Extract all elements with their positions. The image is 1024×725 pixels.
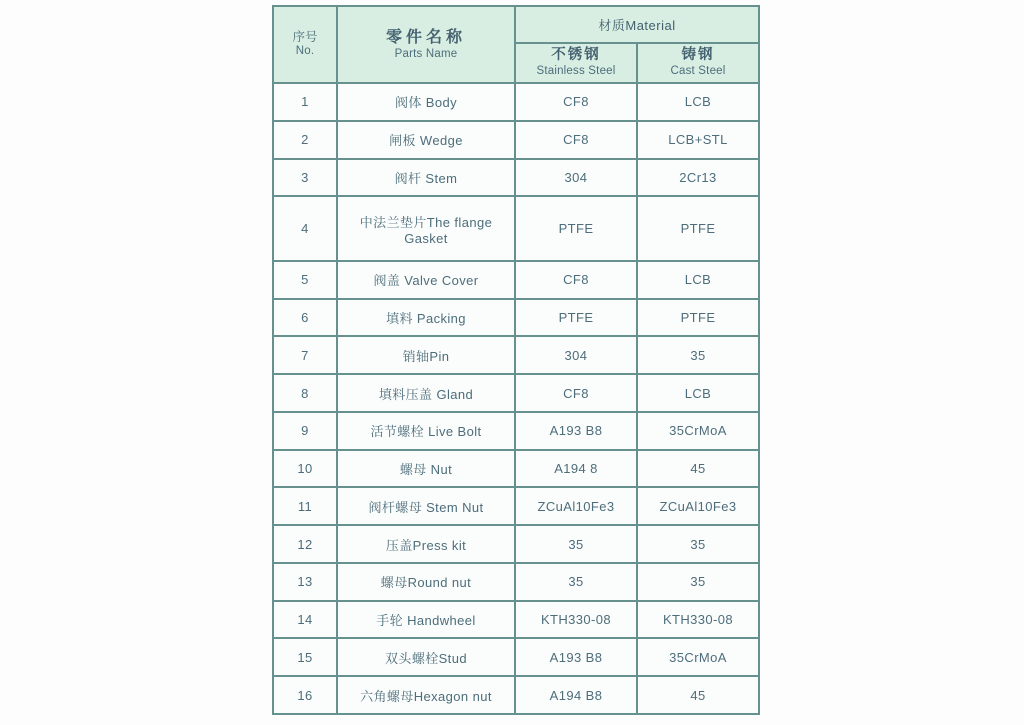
row-no-cell: 6: [273, 299, 337, 337]
cast-material-cell: 35: [637, 336, 759, 374]
cast-material-cell: LCB: [637, 374, 759, 412]
cast-material-cell: PTFE: [637, 196, 759, 261]
stainless-material-cell: A193 B8: [515, 638, 637, 676]
header-cell-no: [273, 6, 337, 83]
cast-material-cell: KTH330-08: [637, 601, 759, 639]
cast-material-cell: LCB+STL: [637, 121, 759, 159]
header-cast-zh: 铸钢: [681, 47, 715, 64]
stainless-material-cell: CF8: [515, 83, 637, 121]
header-cell-parts-name: [337, 6, 515, 83]
cast-material-cell: 35: [637, 563, 759, 601]
row-no-cell: 10: [273, 450, 337, 488]
stainless-material-cell: KTH330-08: [515, 601, 637, 639]
row-no-cell: 16: [273, 676, 337, 714]
cast-material-cell: LCB: [637, 261, 759, 299]
stainless-material-cell: A194 8: [515, 450, 637, 488]
header-row-material: [273, 6, 759, 43]
cast-material-cell: 2Cr13: [637, 159, 759, 197]
stainless-material-cell: 304: [515, 336, 637, 374]
row-no-cell: 4: [273, 196, 337, 261]
table-row: [273, 487, 759, 525]
row-no-cell: 1: [273, 83, 337, 121]
part-name-cell: 阀杆 Stem: [337, 159, 515, 197]
row-no-cell: 11: [273, 487, 337, 525]
table-row: [273, 121, 759, 159]
stainless-material-cell: A194 B8: [515, 676, 637, 714]
stainless-material-cell: PTFE: [515, 299, 637, 337]
row-no-cell: 3: [273, 159, 337, 197]
part-name-cell: 双头螺栓Stud: [337, 638, 515, 676]
header-no-zh: 序号: [292, 29, 318, 44]
header-no-en: No.: [295, 45, 315, 58]
parts-material-table-container: [272, 5, 758, 715]
part-name-cell: 闸板 Wedge: [337, 121, 515, 159]
cast-material-cell: 35CrMoA: [637, 412, 759, 450]
row-no-cell: 9: [273, 412, 337, 450]
row-no-cell: 12: [273, 525, 337, 563]
row-no-cell: 15: [273, 638, 337, 676]
table-row: [273, 412, 759, 450]
part-name-cell: 六角螺母Hexagon nut: [337, 676, 515, 714]
table-row: [273, 638, 759, 676]
header-cast-en: Cast Steel: [670, 64, 726, 77]
part-name-cell: 压盖Press kit: [337, 525, 515, 563]
part-name-cell: 阀盖 Valve Cover: [337, 261, 515, 299]
table-row: [273, 196, 759, 261]
stainless-material-cell: CF8: [515, 261, 637, 299]
part-name-cell: 填料压盖 Gland: [337, 374, 515, 412]
row-no-cell: 8: [273, 374, 337, 412]
part-name-cell: 填料 Packing: [337, 299, 515, 337]
row-no-cell: 2: [273, 121, 337, 159]
cast-material-cell: 35CrMoA: [637, 638, 759, 676]
part-name-cell: 销轴Pin: [337, 336, 515, 374]
header-material-label: 材质Material: [598, 17, 676, 33]
header-stainless-zh: 不锈钢: [551, 47, 601, 64]
cast-material-cell: 35: [637, 525, 759, 563]
part-name-cell: 手轮 Handwheel: [337, 601, 515, 639]
table-row: [273, 261, 759, 299]
header-cell-stainless-steel: [515, 43, 637, 83]
stainless-material-cell: ZCuAl10Fe3: [515, 487, 637, 525]
row-no-cell: 13: [273, 563, 337, 601]
table-row: [273, 336, 759, 374]
header-cell-material: [515, 6, 759, 43]
header-parts-zh: 零件名称: [385, 28, 466, 46]
header-parts-en: Parts Name: [394, 47, 458, 60]
stainless-material-cell: 35: [515, 525, 637, 563]
table-body: [273, 83, 759, 714]
stainless-material-cell: CF8: [515, 374, 637, 412]
part-name-cell: 阀体 Body: [337, 83, 515, 121]
table-row: [273, 676, 759, 714]
table-row: [273, 83, 759, 121]
cast-material-cell: PTFE: [637, 299, 759, 337]
part-name-cell: 螺母 Nut: [337, 450, 515, 488]
cast-material-cell: 45: [637, 676, 759, 714]
stainless-material-cell: 304: [515, 159, 637, 197]
stainless-material-cell: CF8: [515, 121, 637, 159]
row-no-cell: 5: [273, 261, 337, 299]
part-name-cell: 活节螺栓 Live Bolt: [337, 412, 515, 450]
cast-material-cell: ZCuAl10Fe3: [637, 487, 759, 525]
part-name-cell: 螺母Round nut: [337, 563, 515, 601]
part-name-cell: 中法兰垫片The flange Gasket: [337, 196, 515, 261]
stainless-material-cell: 35: [515, 563, 637, 601]
stainless-material-cell: A193 B8: [515, 412, 637, 450]
row-no-cell: 7: [273, 336, 337, 374]
table-row: [273, 374, 759, 412]
cast-material-cell: LCB: [637, 83, 759, 121]
parts-material-table: [272, 5, 760, 715]
table-row: [273, 299, 759, 337]
header-stainless-en: Stainless Steel: [536, 64, 616, 77]
cast-material-cell: 45: [637, 450, 759, 488]
header-cell-cast-steel: [637, 43, 759, 83]
table-header: [273, 6, 759, 83]
stainless-material-cell: PTFE: [515, 196, 637, 261]
table-row: [273, 450, 759, 488]
table-row: [273, 525, 759, 563]
table-row: [273, 159, 759, 197]
table-row: [273, 601, 759, 639]
part-name-cell: 阀杆螺母 Stem Nut: [337, 487, 515, 525]
row-no-cell: 14: [273, 601, 337, 639]
table-row: [273, 563, 759, 601]
